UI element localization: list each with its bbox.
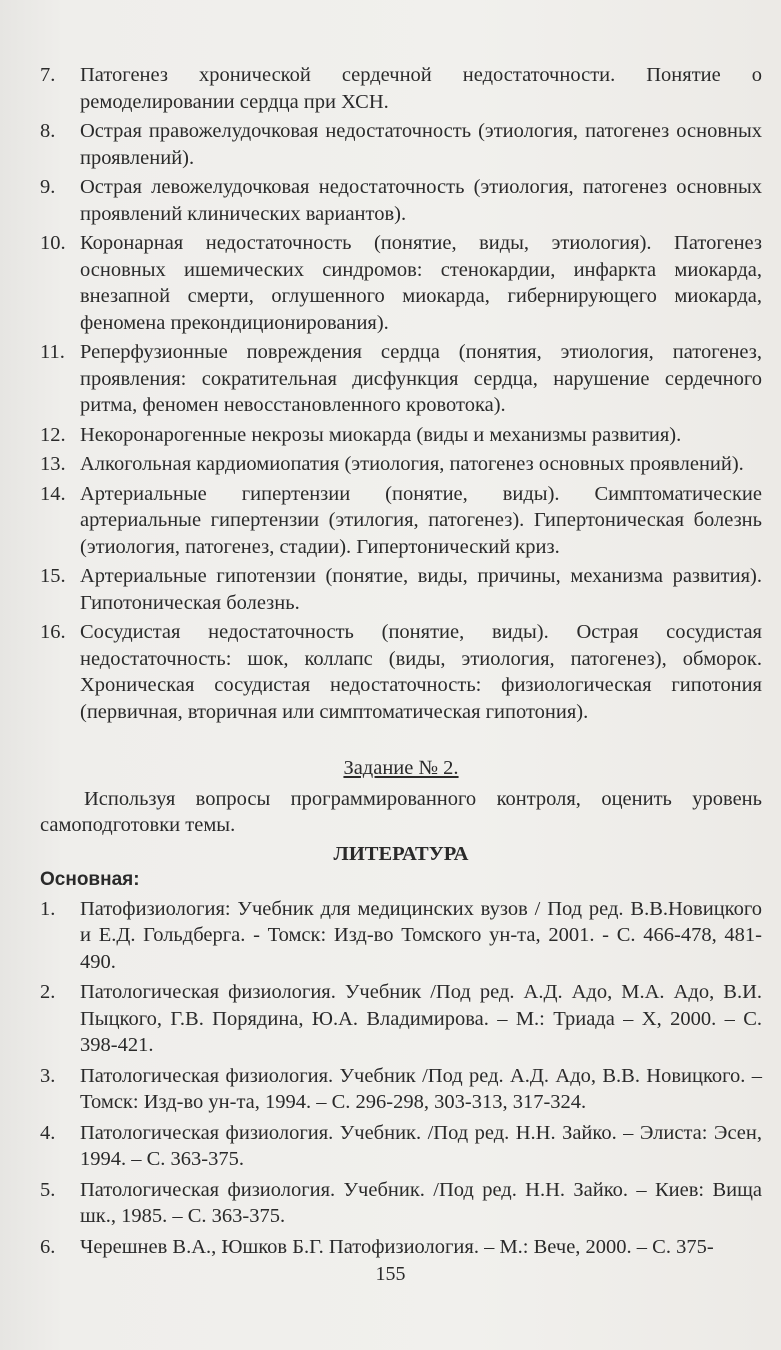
list-item — [40, 422, 762, 449]
item-number: 7. — [40, 64, 56, 86]
item-number: 15. — [40, 565, 66, 587]
task-text: Используя вопросы программированного контроля, оценить уровень самоподготовки темы. — [40, 787, 762, 836]
item-number: 11. — [40, 341, 65, 363]
list-item — [40, 62, 762, 115]
reference-number: 2. — [40, 981, 56, 1003]
main-literature-heading: Основная: — [40, 869, 140, 890]
item-number: 13. — [40, 453, 66, 475]
literature-heading: ЛИТЕРАТУРА — [333, 842, 469, 865]
item-text: Реперфузионные повреждения сердца (понятия, этиология, патогенез, проявления: сократительная дисфункция сердца, нарушение сердечного ритма, феномен невосстановленного кровотока). — [80, 341, 762, 416]
reference-list — [40, 896, 762, 1261]
reference-text: Патологическая физиология. Учебник /Под ред. А.Д. Адо, В.В. Новицкого. – Томск: Изд-во ун-та, 1994. – С. 296-298, 303-313, 317-324. — [80, 1064, 762, 1113]
reference-number: 3. — [40, 1064, 56, 1087]
list-item — [40, 118, 762, 171]
item-number: 16. — [40, 621, 66, 643]
reference-text: Черешнев В.А., Юшков Б.Г. Патофизиология. – М.: Вече, 2000. – С. 375- — [80, 1235, 714, 1258]
list-item — [40, 174, 762, 227]
item-text: Острая левожелудочковая недостаточность (этиология, патогенез основных проявлений клинических вариантов). — [80, 176, 762, 225]
item-number: 9. — [40, 176, 56, 198]
reference-item — [40, 896, 762, 976]
item-text: Некоронарогенные некрозы миокарда (виды и механизмы развития). — [80, 423, 682, 446]
reference-number: 1. — [40, 897, 56, 920]
item-text: Сосудистая недостаточность (понятие, виды). Острая сосудистая недостаточность: шок, коллапс (виды, этиология, патогенез), обморок. Хроническая сосудистая недостаточность: физиологическая гипотония (первичная, вторичная или симптоматическая гипотония). — [80, 621, 762, 723]
item-text: Артериальные гипертензии (понятие, виды). Симптоматические артериальные гипертензии (этилогия, патогенез). Гипертоническая болезнь (этиология, патогенез, стадии). Гипертонический криз. — [80, 482, 762, 558]
list-item — [40, 339, 762, 419]
item-number: 12. — [40, 423, 66, 446]
reference-item — [40, 1120, 762, 1173]
reference-text: Патофизиология: Учебник для медицинских вузов / Под ред. В.В.Новицкого и Е.Д. Гольдберга. - Томск: Изд-во Томского ун-та, 2001. - С. 466-478, 481-490. — [80, 897, 762, 973]
page-content — [40, 62, 762, 1264]
task-title: Задание № 2. — [343, 757, 459, 779]
item-text: Острая правожелудочковая недостаточность (этиология, патогенез основных проявлений). — [80, 120, 762, 169]
reference-item — [40, 979, 762, 1059]
list-item — [40, 619, 762, 725]
item-text: Алкогольная кардиомиопатия (этиология, патогенез основных проявлений). — [80, 453, 744, 475]
list-item — [40, 451, 762, 478]
item-number: 14. — [40, 482, 66, 505]
reference-item — [40, 1234, 762, 1261]
item-number: 10. — [40, 232, 66, 254]
reference-number: 6. — [40, 1235, 56, 1258]
reference-item — [40, 1177, 762, 1230]
item-text: Артериальные гипотензии (понятие, виды, причины, механизма развития). Гипотоническая болезнь. — [80, 565, 762, 614]
reference-text: Патологическая физиология. Учебник /Под ред. А.Д. Адо, М.А. Адо, В.И. Пыцкого, Г.В. Порядина, Ю.А. Владимирова. – М.: Триада – Х, 2000. – С. 398-421. — [80, 981, 762, 1056]
item-text: Патогенез хронической сердечной недостаточности. Понятие о ремоделировании сердца при ХСН. — [80, 64, 762, 113]
reference-item — [40, 1063, 762, 1116]
page-number: 155 — [375, 1263, 406, 1285]
reference-number: 5. — [40, 1178, 56, 1201]
question-list — [40, 62, 762, 725]
reference-text: Патологическая физиология. Учебник. /Под ред. Н.Н. Зайко. – Элиста: Эсен, 1994. – С. 363-375. — [80, 1121, 762, 1170]
item-number: 8. — [40, 120, 56, 142]
list-item — [40, 563, 762, 616]
reference-text: Патологическая физиология. Учебник. /Под ред. Н.Н. Зайко. – Киев: Вища шк., 1985. – С. 363-375. — [80, 1178, 762, 1227]
reference-number: 4. — [40, 1121, 56, 1144]
item-text: Коронарная недостаточность (понятие, виды, этиология). Патогенез основных ишемических синдромов: стенокардии, инфаркта миокарда, внезапной смерти, оглушенного миокарда, гибернирующего миокарда, феномена прекондиционирования). — [80, 232, 762, 334]
list-item — [40, 230, 762, 336]
list-item — [40, 481, 762, 561]
